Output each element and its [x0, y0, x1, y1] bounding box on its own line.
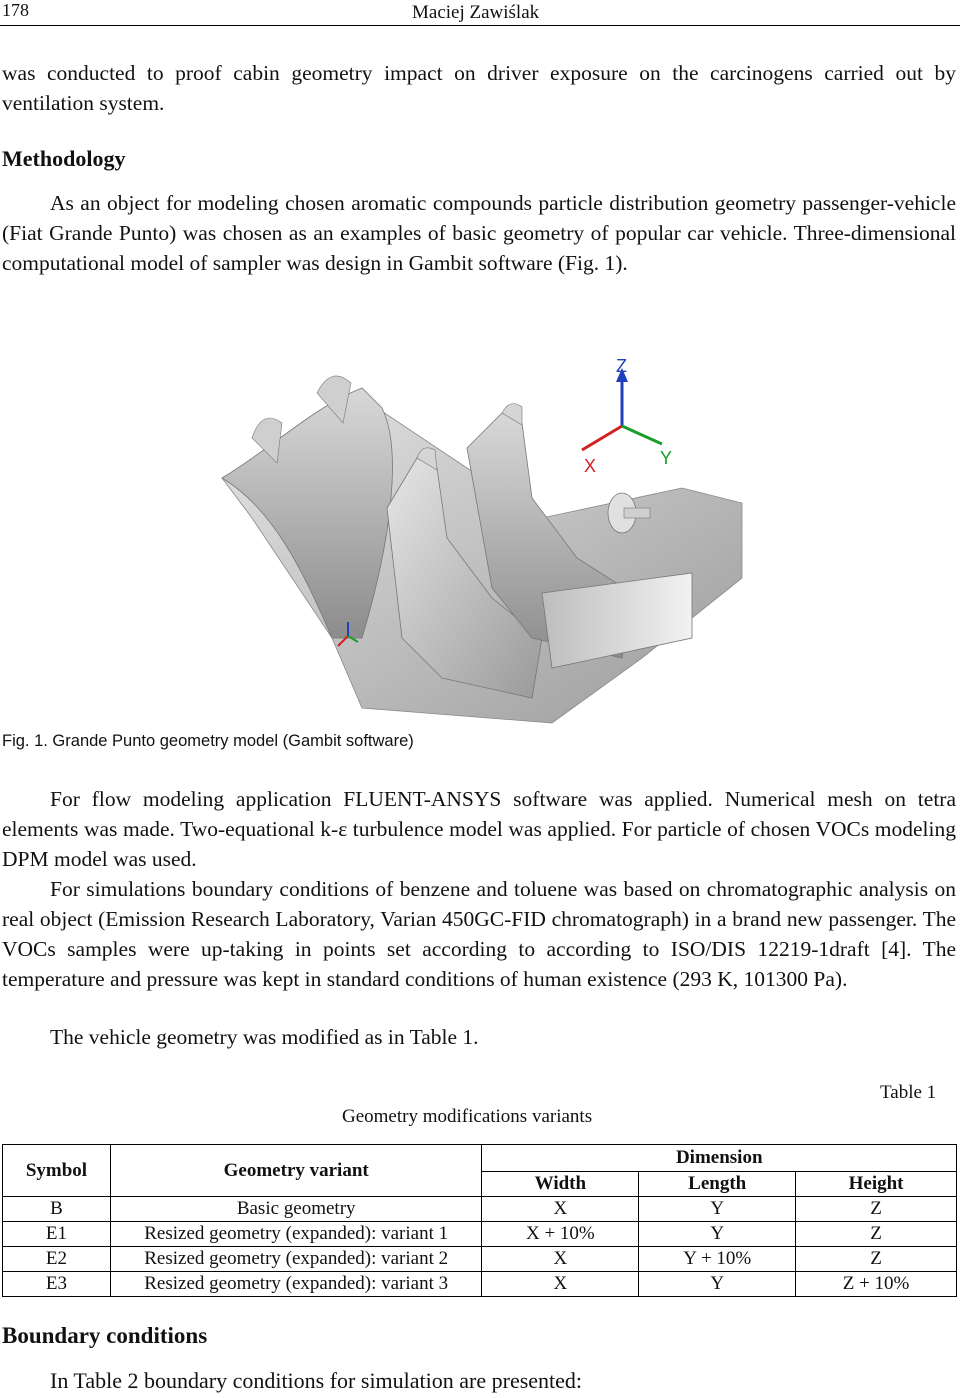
header-rule — [0, 25, 960, 26]
cell-height: Z + 10% — [796, 1272, 957, 1297]
table-row — [3, 1272, 957, 1297]
cell-variant: Resized geometry (expanded): variant 2 — [110, 1247, 482, 1272]
geometry-table — [2, 1144, 957, 1297]
table-row — [3, 1222, 957, 1247]
table-row — [3, 1197, 957, 1222]
intro-paragraph — [2, 58, 956, 118]
cell-length: Y — [639, 1197, 796, 1222]
cell-symbol: E2 — [3, 1247, 111, 1272]
methodology-paragraph — [2, 188, 956, 278]
methodology-text: As an object for modeling chosen aromatic compounds particle distribution geometry passenger-vehicle (Fiat Grande Punto) was chosen as an examples of basic geometry of popular car vehicle. Three-dimensional computational model of sampler was design in Gambit software (Fig. 1). — [2, 191, 956, 275]
cell-length: Y — [639, 1272, 796, 1297]
table-label: Table 1 — [880, 1082, 937, 1103]
body-text: The vehicle geometry was modified as in Table 1. — [50, 1025, 479, 1049]
cell-length: Y — [639, 1222, 796, 1247]
cell-width: X — [482, 1197, 639, 1222]
section-heading-boundary-conditions: Boundary conditions — [2, 1323, 208, 1348]
y-axis-line — [622, 426, 662, 444]
cell-symbol: E1 — [3, 1222, 111, 1247]
cell-variant: Basic geometry — [110, 1197, 482, 1222]
col-header-variant: Geometry variant — [110, 1145, 482, 1197]
page-number: 178 — [2, 0, 29, 20]
cell-width: X — [482, 1272, 639, 1297]
body-text: For flow modeling application FLUENT-ANSYS software was applied. Numerical mesh on tetra elements was made. Two-equational k-ε turbulence model was applied. For particle of chosen VOCs modeling DPM model was used. — [2, 787, 956, 871]
col-header-dimension: Dimension — [482, 1145, 957, 1172]
cell-symbol: E3 — [3, 1272, 111, 1297]
col-header-length: Length — [639, 1172, 796, 1197]
table-title: Geometry modifications variants — [342, 1106, 593, 1127]
cell-length: Y + 10% — [639, 1247, 796, 1272]
x-axis-line — [582, 426, 622, 450]
running-header-author: Maciej Zawiślak — [412, 2, 540, 23]
col-header-width: Width — [482, 1172, 639, 1197]
boundary-paragraph: In Table 2 boundary conditions for simulation are presented: — [50, 1368, 583, 1393]
x-axis-label: X — [584, 456, 597, 476]
body-paragraph-1 — [2, 784, 956, 874]
body-text: For simulations boundary conditions of benzene and toluene was based on chromatographic analysis on real object (Emission Research Laboratory, Varian 450GC-FID chromatograph) in a brand new passenger. The VOCs samples were up-taking in points set according to according to ISO/DIS 12219-1draft [4]. The temperature and pressure was kept in standard conditions of human existence (293 K, 101300 Pa). — [2, 877, 956, 991]
intro-text: was conducted to proof cabin geometry impact on driver exposure on the carcinogens carried out by ventilation system. — [2, 61, 956, 115]
cell-symbol: B — [3, 1197, 111, 1222]
cell-width: X — [482, 1247, 639, 1272]
car-geometry-image — [212, 338, 748, 728]
col-header-height: Height — [796, 1172, 957, 1197]
y-axis-label: Y — [660, 448, 673, 468]
z-axis-label: Z — [616, 356, 627, 376]
figure-caption: Fig. 1. Grande Punto geometry model (Gambit software) — [2, 732, 414, 750]
table-row — [3, 1247, 957, 1272]
cell-height: Z — [796, 1247, 957, 1272]
col-header-symbol: Symbol — [3, 1145, 111, 1197]
cell-variant: Resized geometry (expanded): variant 1 — [110, 1222, 482, 1247]
section-heading-methodology: Methodology — [2, 146, 126, 171]
cell-height: Z — [796, 1222, 957, 1247]
cell-variant: Resized geometry (expanded): variant 3 — [110, 1272, 482, 1297]
figure-gambit-model — [212, 338, 748, 728]
cell-width: X + 10% — [482, 1222, 639, 1247]
body-paragraph-3 — [2, 1022, 956, 1052]
cell-height: Z — [796, 1197, 957, 1222]
body-paragraph-2 — [2, 874, 956, 994]
